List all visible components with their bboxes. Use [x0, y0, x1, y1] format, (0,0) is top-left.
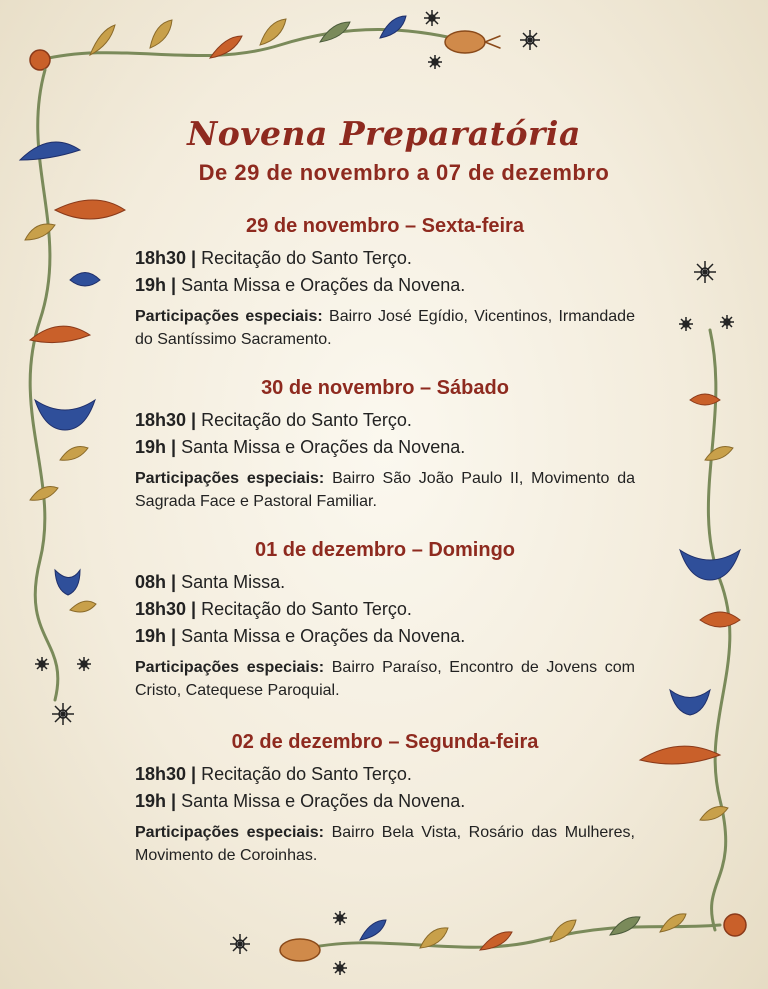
- schedule-line: [135, 245, 635, 272]
- special-label: Participações especiais:: [135, 824, 324, 841]
- schedule-time: 08h |: [135, 572, 177, 592]
- schedule-text: Recitação do Santo Terço.: [201, 248, 412, 268]
- schedule-line: [135, 569, 635, 596]
- day-title: 29 de novembro – Sexta-feira: [246, 215, 524, 237]
- right-vine: [640, 330, 746, 936]
- special-participations: [135, 467, 635, 513]
- day-title: 02 de dezembro – Segunda-feira: [231, 731, 539, 753]
- schedule-line: [135, 434, 635, 461]
- schedule-line: [135, 761, 635, 788]
- special-participations: [135, 656, 635, 702]
- schedule-time: 18h30 |: [135, 410, 197, 430]
- schedule-line: [135, 272, 635, 299]
- special-label: Participações especiais:: [135, 470, 325, 487]
- bottom-vine: [280, 914, 720, 961]
- schedule-time: 18h30 |: [135, 248, 197, 268]
- schedule-line: [135, 623, 635, 650]
- schedule-text: Recitação do Santo Terço.: [201, 599, 412, 619]
- schedule-time: 18h30 |: [135, 599, 197, 619]
- special-participations: [135, 305, 635, 351]
- page-subtitle: De 29 de novembro a 07 de dezembro: [198, 160, 610, 185]
- schedule-text: Santa Missa.: [181, 572, 286, 592]
- special-text: Bairro José Egídio, Vicentinos, Irmandade do Santíssimo Sacramento.: [135, 308, 635, 348]
- special-text: Bairro Paraíso, Encontro de Jovens com Cristo, Catequese Paroquial.: [135, 659, 636, 699]
- schedule-time: 19h |: [135, 791, 177, 811]
- schedule-line: [135, 596, 635, 623]
- special-text: Bairro Bela Vista, Rosário das Mulheres, Movimento de Coroinhas.: [135, 824, 635, 864]
- schedule-text: Santa Missa e Orações da Novena.: [181, 626, 466, 646]
- schedule-text: Recitação do Santo Terço.: [201, 764, 412, 784]
- schedule-time: 19h |: [135, 626, 177, 646]
- schedule-text: Santa Missa e Orações da Novena.: [181, 275, 466, 295]
- schedule-time: 19h |: [135, 275, 177, 295]
- day-title: 30 de novembro – Sábado: [261, 377, 509, 399]
- schedule-time: 19h |: [135, 437, 177, 457]
- day-section: [135, 729, 635, 867]
- schedule-line: [135, 407, 635, 434]
- day-section: [135, 213, 635, 351]
- special-participations: [135, 821, 635, 867]
- special-label: Participações especiais:: [135, 659, 325, 676]
- schedule-text: Santa Missa e Orações da Novena.: [181, 437, 466, 457]
- day-section: [135, 537, 635, 702]
- schedule-text: Santa Missa e Orações da Novena.: [181, 791, 466, 811]
- page-title: Novena Preparatória: [187, 114, 581, 153]
- special-text: Bairro São João Paulo II, Movimento da Sagrada Face e Pastoral Familiar.: [135, 470, 636, 510]
- day-title: 01 de dezembro – Domingo: [254, 539, 516, 561]
- schedule-text: Recitação do Santo Terço.: [201, 410, 412, 430]
- schedule-time: 18h30 |: [135, 764, 197, 784]
- special-label: Participações especiais:: [135, 308, 323, 325]
- day-section: [135, 375, 635, 513]
- schedule-line: [135, 788, 635, 815]
